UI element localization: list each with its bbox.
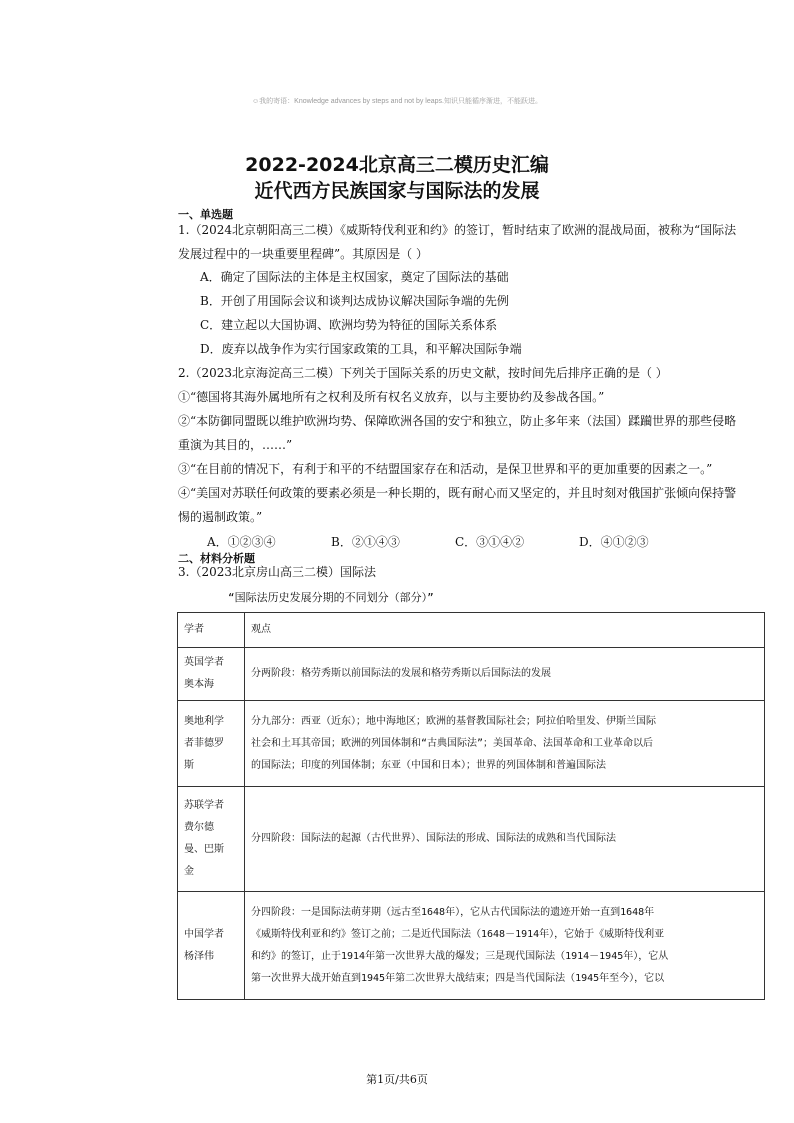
view-cell (245, 648, 765, 701)
view-line: 社会和土耳其帝国；欧洲的列国体制和“古典国际法”；美国革命、法国革命和工业革命以后 (251, 737, 654, 749)
question-2-choice-c: C．③①④② (455, 535, 525, 549)
question-1-option-a: A．确定了国际法的主体是主权国家，奠定了国际法的基础 (200, 270, 509, 284)
table-row (178, 648, 765, 701)
question-2-document-4: ④“美国对苏联任何政策的要素必须是一种长期的，既有耐心而又坚定的，并且时刻对俄国扩张倾向保持警 (178, 486, 737, 500)
view-line: 分两阶段：格劳秀斯以前国际法的发展和格劳秀斯以后国际法的发展 (251, 668, 551, 679)
question-2-document-1: ①“德国将其海外属地所有之权利及所有权名义放弃，以与主要协约及参战各国。” (178, 390, 605, 404)
scholar-cell (178, 701, 245, 787)
scholar-cell (178, 892, 245, 1000)
question-1-option-c: C．建立起以大国协调、欧洲均势为特征的国际关系体系 (200, 318, 498, 332)
view-line: 第一次世界大战开始直到1945年第二次世界大战结束；四是当代国际法（1945年至今），它以 (251, 972, 665, 984)
scholar-cell (178, 787, 245, 892)
table-row (178, 892, 765, 1000)
question-1-option-b: B．开创了用国际会议和谈判达成协议解决国际争端的先例 (200, 294, 509, 308)
view-line: 分四阶段：国际法的起源（古代世界）、国际法的形成、国际法的成熟和当代国际法 (251, 833, 616, 844)
page-number-footer: 第1页/共6页 (366, 1073, 428, 1086)
view-line: 《威斯特伐利亚和约》签订之前；二是近代国际法（1648－1914年），它始于《威斯特伐利亚 (251, 928, 665, 940)
question-1-option-d: D．废弃以战争作为实行国家政策的工具，和平解决国际争端 (200, 342, 522, 356)
scholar-line: 斯 (184, 759, 194, 771)
question-2-choice-d: D．④①②③ (579, 535, 649, 549)
document-subtitle: 近代西方民族国家与国际法的发展 (254, 180, 540, 202)
document-title: 2022-2024北京高三二模历史汇编 (245, 154, 549, 176)
table-row (178, 701, 765, 787)
view-cell (245, 787, 765, 892)
view-line: 和约》的签订，止于1914年第一次世界大战的爆发；三是现代国际法（1914－1945年），它从 (251, 950, 669, 962)
view-line: 分四阶段：一是国际法萌芽期（远古至1648年），它从古代国际法的遗迹开始一直到1648年 (251, 906, 655, 918)
header-view: 观点 (245, 613, 765, 648)
scholar-line: 者菲德罗 (184, 737, 224, 749)
table-header-row (178, 613, 765, 648)
international-law-periodization-table (177, 612, 765, 1000)
question-2-document-4-cont: 惕的遏制政策。” (178, 510, 263, 524)
scholar-line: 金 (184, 866, 194, 877)
scholar-line: 杨泽伟 (184, 950, 214, 962)
table-caption: “国际法历史发展分期的不同划分（部分）” (228, 591, 434, 604)
page-watermark: ☺我的寄语：Knowledge advances by steps and not by leaps.知识只能循序渐进，不能跃进。 (252, 98, 542, 105)
question-2-stem: 2.（2023北京海淀高三二模）下列关于国际关系的历史文献，按时间先后排序正确的是（ ） (178, 366, 668, 380)
view-cell (245, 892, 765, 1000)
scholar-line: 苏联学者 (184, 800, 224, 811)
question-3-stem: 3.（2023北京房山高三二模）国际法 (178, 565, 376, 579)
question-1-stem-line-1: 1.（2024北京朝阳高三二模）《威斯特伐利亚和约》的签订，暂时结束了欧洲的混战局面，被称为“国际法 (178, 223, 737, 237)
question-2-document-3: ③“在目前的情况下，有利于和平的不结盟国家存在和活动，是保卫世界和平的更加重要的因素之一。” (178, 462, 713, 476)
scholar-line: 曼、巴斯 (184, 844, 224, 855)
question-1-stem-line-2: 发展过程中的一块重要里程碑”。其原因是（ ） (178, 247, 428, 261)
scholar-line: 费尔德 (184, 822, 214, 833)
section-heading-single-choice: 一、单选题 (178, 208, 233, 221)
scholar-line: 英国学者 (184, 657, 224, 668)
header-scholar: 学者 (178, 613, 245, 648)
question-2-choice-b: B．②①④③ (331, 535, 400, 549)
section-heading-material-analysis: 二、材料分析题 (178, 552, 255, 565)
scholar-cell (178, 648, 245, 701)
question-2-choice-a: A．①②③④ (207, 535, 276, 549)
question-2-document-2: ②“本防御同盟既以维护欧洲均势、保障欧洲各国的安宁和独立，防止多年来（法国）蹂躏世界的那些侵略 (178, 414, 737, 428)
table-row (178, 787, 765, 892)
view-cell (245, 701, 765, 787)
view-line: 的国际法；印度的列国体制；东亚（中国和日本）；世界的列国体制和普遍国际法 (251, 759, 606, 771)
view-line: 分九部分：西亚（近东）；地中海地区；欧洲的基督教国际社会；阿拉伯哈里发、伊斯兰国际 (251, 715, 656, 727)
scholar-line: 奥本海 (184, 679, 214, 690)
question-2-document-2-cont: 重演为其目的，……” (178, 438, 293, 452)
scholar-line: 奥地利学 (184, 715, 224, 727)
scholar-line: 中国学者 (184, 928, 224, 940)
